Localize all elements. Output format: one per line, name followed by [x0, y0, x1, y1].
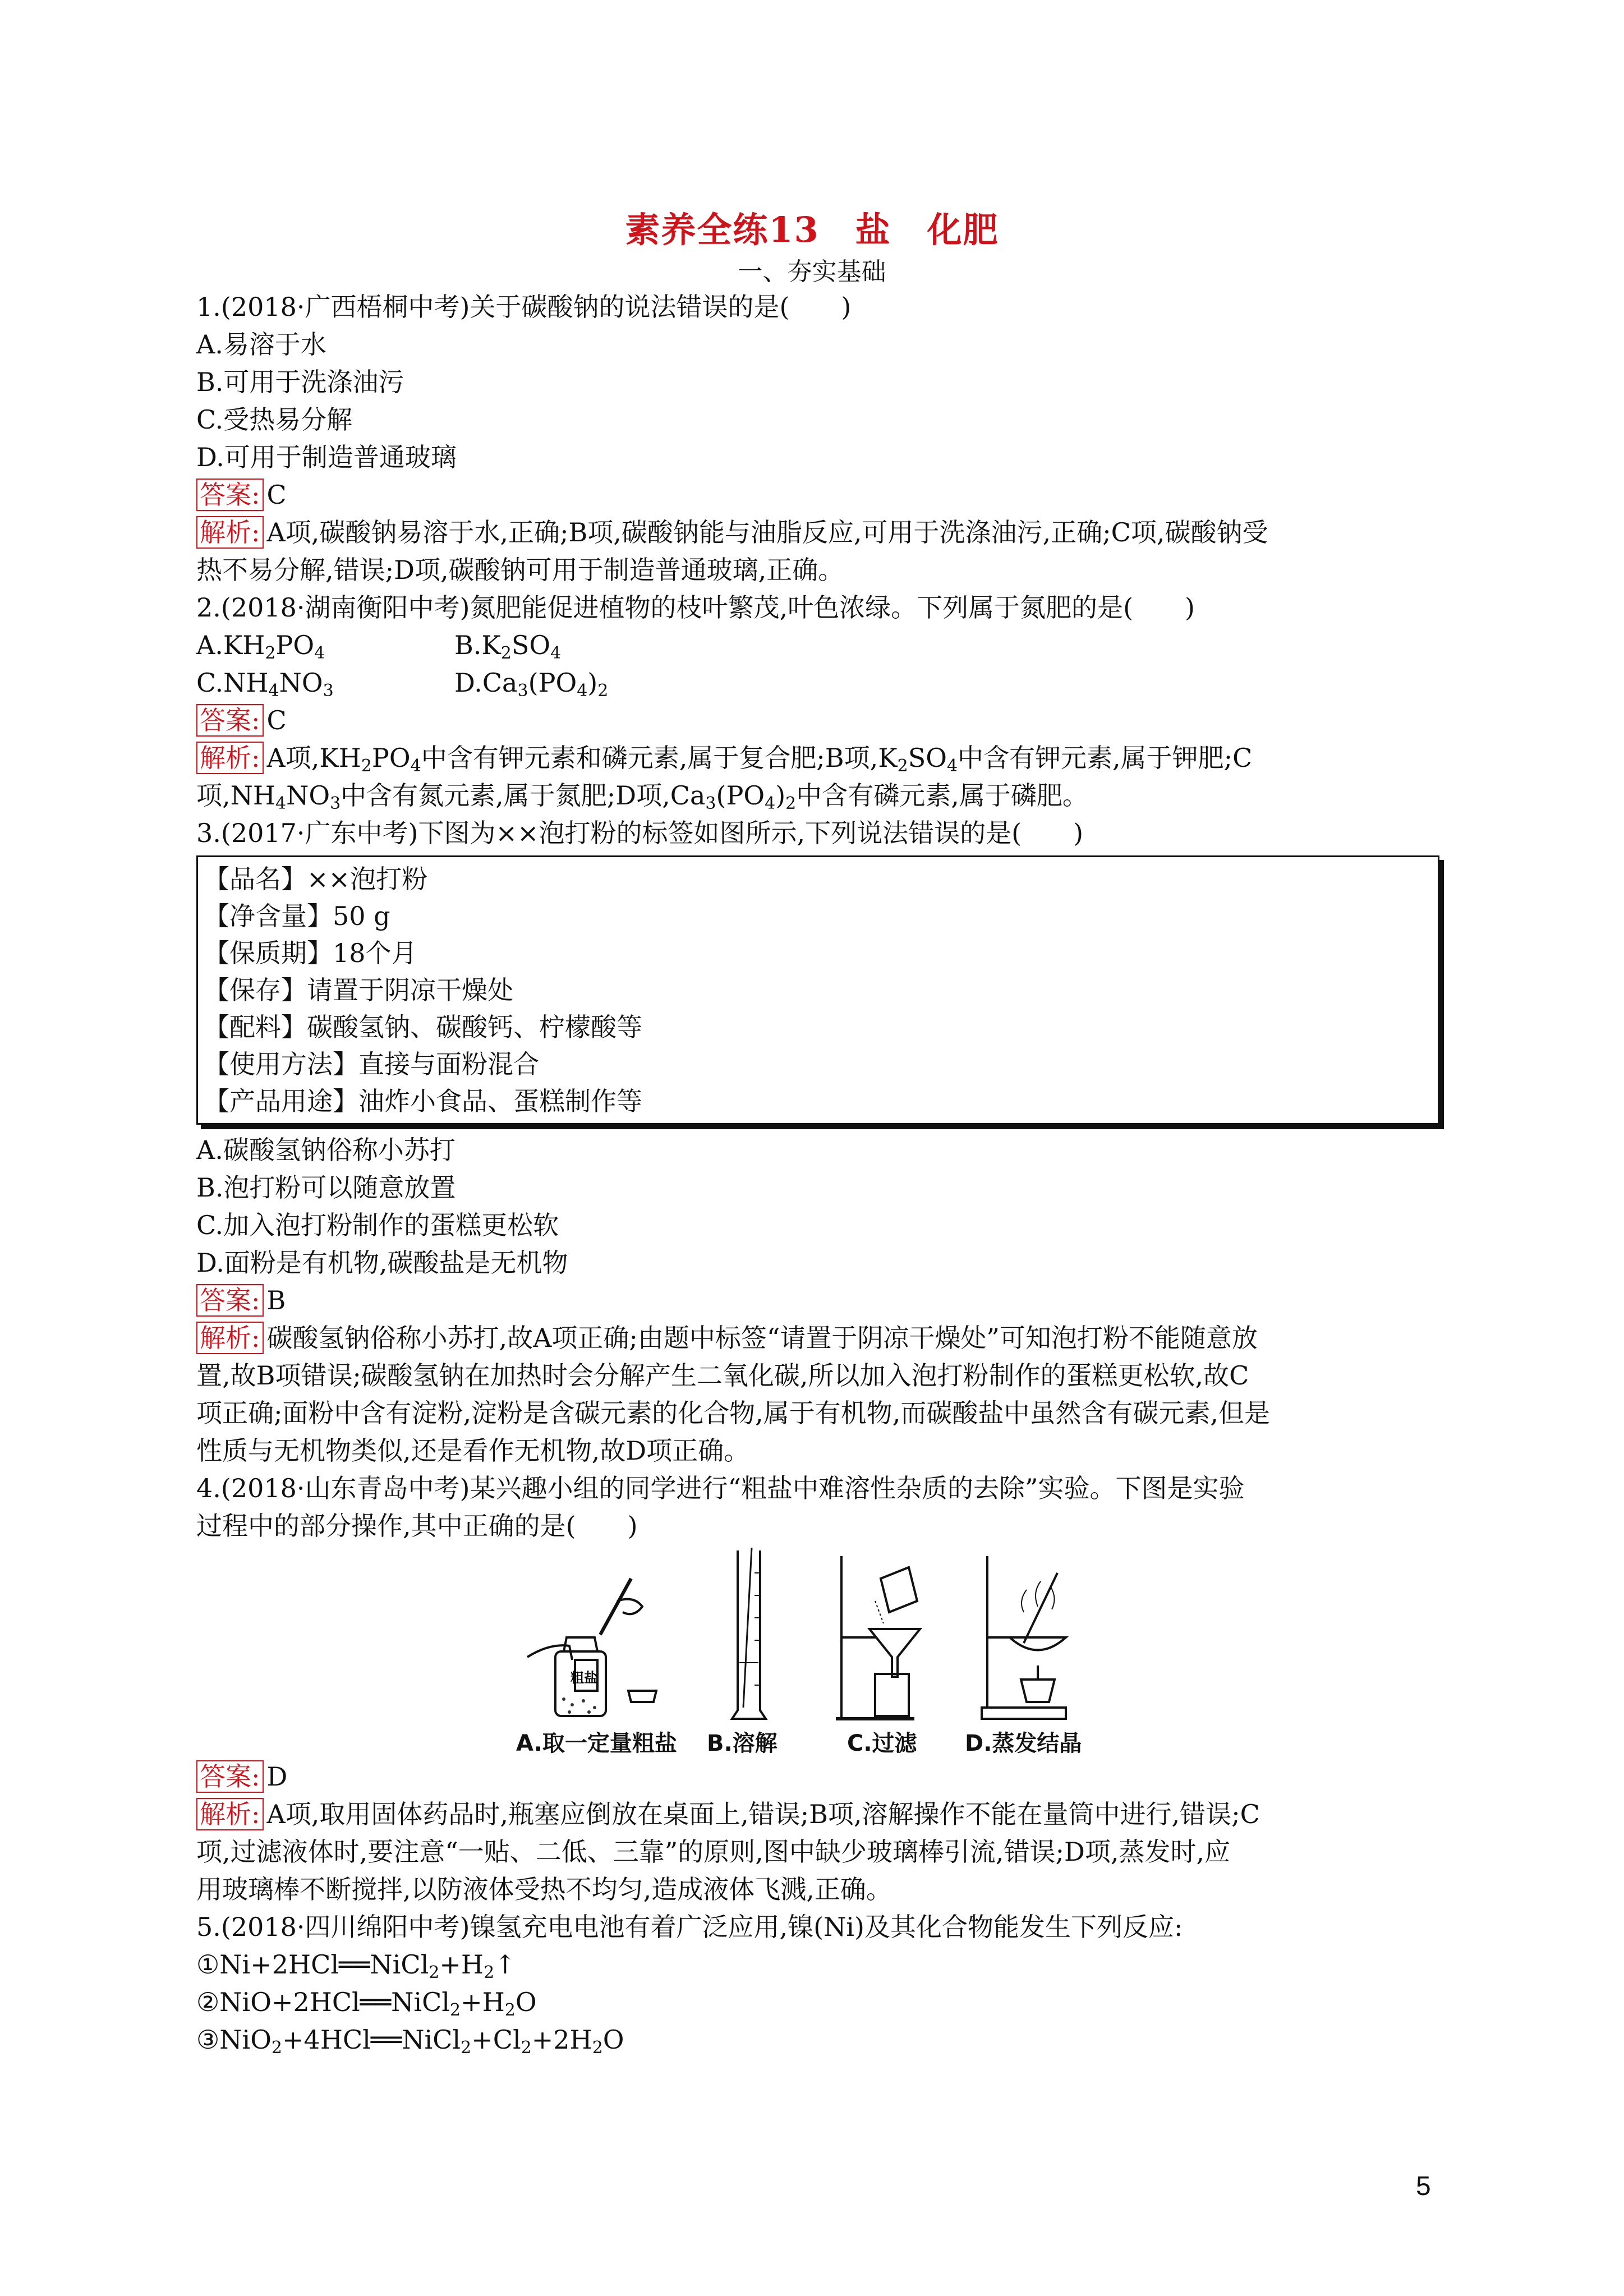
q1-option-d: D.可用于制造普通玻璃	[196, 442, 457, 472]
q1-option-b: B.可用于洗涤油污	[196, 367, 404, 397]
product-label-box	[196, 855, 1439, 1125]
question-list	[196, 288, 1447, 2059]
q5-stem: 5.(2018·四川绵阳中考)镍氢充电电池有着广泛应用,镍(Ni)及其化合物能发生下列反应:	[196, 1912, 1183, 1942]
q4-answer	[196, 1758, 1447, 1796]
bottle-pouring-icon	[527, 1579, 656, 1716]
label-line: 【配料】碳酸氢钠、碳酸钙、柠檬酸等	[204, 1012, 642, 1042]
label-line: 【使用方法】直接与面粉混合	[204, 1049, 539, 1079]
q4-stem-line2: 过程中的部分操作,其中正确的是( )	[196, 1511, 638, 1541]
experiment-figure	[196, 1545, 1447, 1758]
q4-analysis-line1	[196, 1796, 1447, 1833]
experiment-illustration	[516, 1545, 1133, 1730]
q1-stem: 1.(2018·广西梧桐中考)关于碳酸钠的说法错误的是( )	[196, 292, 852, 322]
q2-option-b: $B.K_2SO_4$	[454, 630, 562, 663]
q1-analysis-text: A项,碳酸钠易溶于水,正确;B项,碳酸钠能与油脂反应,可用于洗涤油污,正确;C项,碳酸钠受	[266, 517, 1268, 547]
label-line: 【净含量】50 g	[204, 901, 390, 931]
answer-tag: 答案:	[196, 478, 264, 511]
q2-answer	[196, 702, 1447, 739]
filtration-setup-icon	[836, 1556, 920, 1719]
answer-tag: 答案:	[196, 1284, 264, 1317]
q2-option-a: $A.KH_2PO_4$	[196, 630, 325, 663]
label-line: 【产品用途】油炸小食品、蛋糕制作等	[204, 1086, 642, 1116]
q4-analysis-line3: 用玻璃棒不断搅拌,以防液体受热不均匀,造成液体飞溅,正确。	[196, 1874, 892, 1904]
analysis-tag: 解析:	[196, 1322, 264, 1354]
q4-answer-value: D	[266, 1761, 288, 1792]
q2-options-row2	[196, 664, 1447, 702]
caption-b: B.溶解	[707, 1731, 778, 1756]
answer-tag: 答案:	[196, 1760, 264, 1793]
bottle-text: 粗盐	[571, 1670, 597, 1686]
q3-option-a: A.碳酸氢钠俗称小苏打	[196, 1135, 456, 1165]
label-line: 【保存】请置于阴凉干燥处	[204, 975, 513, 1005]
q5-reaction-1: $①Ni+2HCl══NiCl_2+H_2↑$	[196, 1949, 516, 1982]
q3-option-d: D.面粉是有机物,碳酸盐是无机物	[196, 1248, 568, 1278]
q1-option-a: A.易溶于水	[196, 329, 326, 360]
q1-answer-value: C	[266, 480, 287, 510]
analysis-tag: 解析:	[196, 742, 264, 774]
q3-analysis-line3: 项正确;面粉中含有淀粉,淀粉是含碳元素的化合物,属于有机物,而碳酸盐中虽然含有碳元素,但是	[196, 1398, 1270, 1428]
q2-option-c: $C.NH_4NO_3$	[196, 668, 334, 701]
analysis-tag: 解析:	[196, 516, 264, 549]
q5-reaction-3: $③NiO_2+4HCl══NiCl_2+Cl_2+2H_2O$	[196, 2024, 624, 2058]
q3-analysis-line2: 置,故B项错误;碳酸氢钠在加热时会分解产生二氧化碳,所以加入泡打粉制作的蛋糕更松软,故C	[196, 1360, 1249, 1391]
q3-analysis-line4: 性质与无机物类似,还是看作无机物,故D项正确。	[196, 1435, 750, 1466]
q1-analysis-line2: 热不易分解,错误;D项,碳酸钠可用于制造普通玻璃,正确。	[196, 555, 844, 585]
q5-reaction-2: $②NiO+2HCl══NiCl_2+H_2O$	[196, 1987, 537, 2020]
page-number: 5	[1416, 2171, 1431, 2201]
label-line: 【品名】××泡打粉	[204, 864, 428, 894]
q3-analysis-text: 碳酸氢钠俗称小苏打,故A项正确;由题中标签“请置于阴凉干燥处”可知泡打粉不能随意放	[266, 1323, 1258, 1353]
q3-option-c: C.加入泡打粉制作的蛋糕更松软	[196, 1210, 559, 1240]
q3-answer-value: B	[266, 1285, 286, 1315]
caption-a: A.取一定量粗盐	[516, 1731, 677, 1756]
q2-stem: 2.(2018·湖南衡阳中考)氮肥能促进植物的枝叶繁茂,叶色浓绿。下列属于氮肥的是( )	[196, 592, 1195, 623]
caption-c: C.过滤	[847, 1731, 917, 1756]
caption-d: D.蒸发结晶	[965, 1731, 1082, 1756]
evaporation-setup-icon	[982, 1556, 1066, 1719]
q3-answer	[196, 1282, 1447, 1319]
page-title: 素养全练13 盐 化肥	[625, 209, 999, 250]
graduated-cylinder-icon	[732, 1548, 766, 1719]
q2-options-row1	[196, 627, 1447, 664]
q4-stem-line1: 4.(2018·山东青岛中考)某兴趣小组的同学进行“粗盐中难溶性杂质的去除”实验。下图是实验	[196, 1473, 1245, 1503]
analysis-tag: 解析:	[196, 1798, 264, 1830]
q1-option-c: C.受热易分解	[196, 404, 353, 435]
q2-analysis-line1: 解析: A项$,KH_2PO_4$中含有钾元素和磷元素,属于复合肥;B项$,K_2SO_4$中含有钾元素,属于钾肥;C	[196, 739, 1447, 777]
q2-option-d: $D.Ca_3(PO_4)_2$	[454, 668, 609, 701]
q2-analysis-line2: 项$,NH_4NO_3$中含有氮元素,属于氮肥;D项$,Ca_3(PO_4)_2$中含有磷元素,属于磷肥。	[196, 780, 1088, 813]
q3-option-b: B.泡打粉可以随意放置	[196, 1172, 456, 1203]
q1-answer	[196, 476, 1447, 514]
q4-analysis-text: A项,取用固体药品时,瓶塞应倒放在桌面上,错误;B项,溶解操作不能在量筒中进行,错误;C	[266, 1799, 1260, 1829]
q2-answer-value: C	[266, 705, 287, 735]
answer-tag: 答案:	[196, 704, 264, 737]
q4-analysis-line2: 项,过滤液体时,要注意“一贴、二低、三靠”的原则,图中缺少玻璃棒引流,错误;D项,蒸发时,应	[196, 1837, 1231, 1867]
section-heading: 一、夯实基础	[738, 257, 886, 286]
q1-analysis-line1	[196, 514, 1447, 551]
q3-stem: 3.(2017·广东中考)下图为××泡打粉的标签如图所示,下列说法错误的是( )	[196, 818, 1084, 848]
q3-analysis-line1	[196, 1319, 1447, 1357]
label-line: 【保质期】18个月	[204, 938, 417, 968]
